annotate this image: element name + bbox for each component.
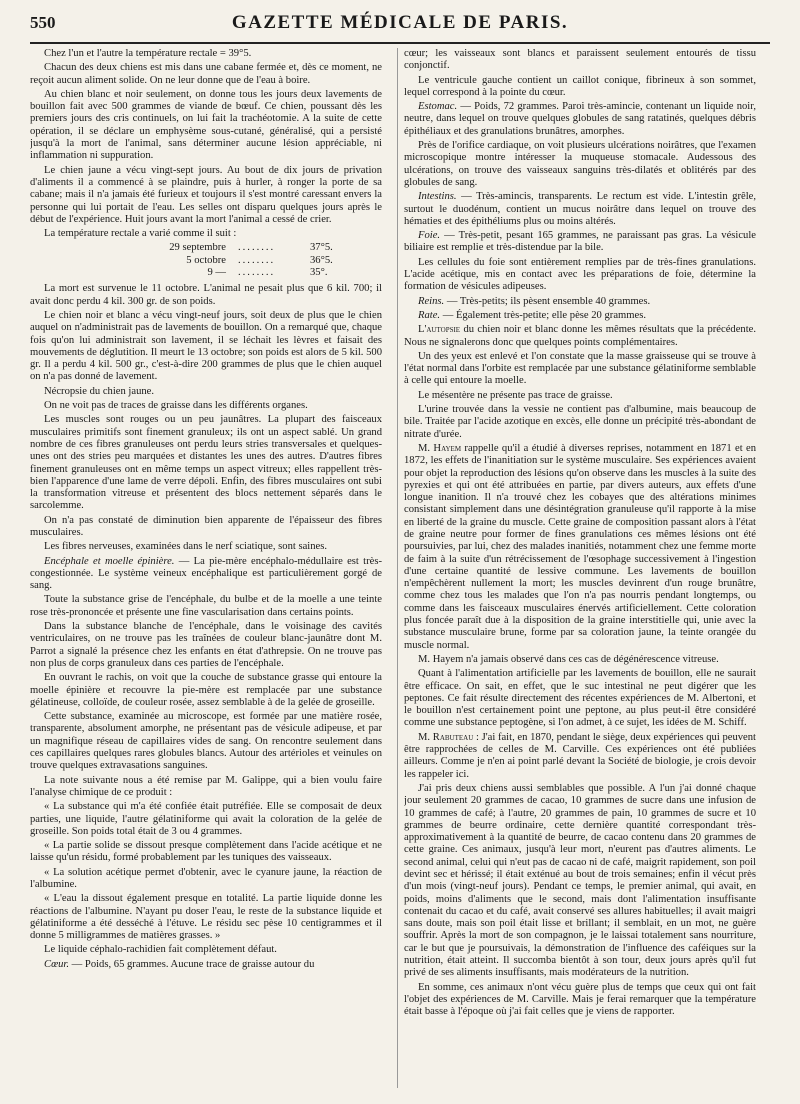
quote-paragraph: « La substance qui m'a été confiée était putréfiée. Elle se composait de deux parties, une liquide, l'autre gélatiniforme qui avait la coloration de la gelée de groseille. Son poids total était de 3 ou 4 grammes.: [30, 801, 382, 837]
paragraph-text: — Poids, 72 grammes. Paroi très-amincie, contenant un liquide noir, neutre, dans lequel on trouve quelques globules de sang ratatinés, quelques débris épithéliaux et des granulations brunâtres, amorphes.: [404, 101, 756, 137]
quote-paragraph: « La solution acétique permet d'obtenir, avec le cyanure jaune, la réaction de l'albumine.: [30, 866, 382, 890]
paragraph: Les fibres nerveuses, examinées dans le nerf sciatique, sont saines.: [44, 541, 327, 553]
paragraph: [404, 324, 756, 349]
temperature-table: [100, 242, 339, 279]
journal-title: GAZETTE MÉDICALE DE PARIS.: [231, 12, 569, 33]
section-heading: Reins.: [418, 295, 445, 307]
paragraph-text: — Très-petit, pesant 165 grammes, ne paraissant pas gras. La vésicule biliaire est remplie et très-distendue par la bile.: [404, 230, 756, 254]
paragraph: [404, 191, 756, 228]
paragraph: Les cellules du foie sont entièrement remplies par de très-fines granulations. L'acide acétique, mis en contact avec les préparations de foie, détermine la formation de vésicules adipeuses.: [404, 256, 756, 293]
paragraph: Quant à l'alimentation artificielle par les lavements de bouillon, elle ne saurait être efficace. On sait, en effet, que le suc intestinal ne peut digérer que les peptones. Ce fait résulte directement des récentes expériences de M. Albertoni, et le bouillon n'est certainement point une peptone, au plus peut-il être considéré comme une substance peptogène, si l'on admet, à ce sujet, les idées de M. Schiff.: [404, 668, 756, 729]
paragraph: [404, 443, 756, 652]
page-header: [30, 8, 770, 38]
paragraph: Le mésentère ne présente pas trace de graisse.: [418, 389, 613, 401]
paragraph: Cette substance, examinée au microscope, est formée par une matière rosée, transparente, absolument amorphe, ne présentant pas de vésicule adipeuse, et par un magnifique réseau de capillaires vides de sang. On rencontre seulement dans ces capillaires quelques rares globules blancs. Autour des artérioles et veinules on trouve quelques extravasations sanguines.: [30, 711, 382, 772]
paragraph: Les muscles sont rouges ou un peu jaunâtres. La plupart des faisceaux musculaires primitifs sont finement granuleux; ils ont un aspect sablé. Un grand nombre de ces fibres granuleuses ont perdu leurs stries transversales et quelques-unes ont des stries peu marquées et distantes les unes des autres. D'autres fibres finement granuleuses ont en même temps un aspect vitreux; elles rappellent très-bien l'apparence d'une lame de verre dépoli. Enfin, des fibres musculaires ont subi la transformation vitreuse et présentent des blocs nettement séparés dans le sarcolemme.: [30, 414, 382, 512]
table-row: 9 — ........ 35°.: [100, 267, 339, 279]
temp-value: 37°5.: [310, 242, 333, 254]
section-heading: Cœur.: [44, 958, 70, 970]
paragraph: Le chien noir et blanc a vécu vingt-neuf jours, soit deux de plus que le chien auquel on n'administrait pas de lavements de bouillon. On a remarqué que, chaque fois qu'on lui administrait son lavement, il se léchait les lèvres et faisait des mouvements de déglutition. Il meurt le 13 octobre; son poids est alors de 5 kil. 500 gr. Il a perdu 4 kil. 500 gr., c'est-à-dire 200 grammes de plus que le chien auquel on n'a pas donné de lavement.: [30, 309, 382, 383]
paragraph: Chez l'un et l'autre la température rectale = 39°5.: [44, 48, 252, 59]
paragraph: Chacun des deux chiens est mis dans une cabane fermée et, dès ce moment, ne reçoit aucun aliment solide. On ne leur donne que de l'eau à boire.: [30, 62, 382, 86]
temp-date: 5 octobre: [186, 254, 226, 266]
paragraph-text: — Très-petits; ils pèsent ensemble 40 grammes.: [444, 295, 651, 307]
column-divider: [397, 48, 398, 1088]
paragraph: La note suivante nous a été remise par M. Galippe, qui a bien voulu faire l'analyse chimique de ce produit :: [30, 774, 382, 798]
right-column: [404, 48, 756, 1088]
paragraph: [404, 310, 756, 322]
header-rule: [30, 42, 770, 44]
paragraph: Au chien blanc et noir seulement, on donne tous les jours deux lavements de bouillon fait avec 500 grammes de viande de bœuf. Ce chien, poussant dès les premiers jours des cris continuels, on lui fait la trachéotomie. A la suite de cette opération, il se déclare un emphysème sous-cutané, généralisé, qui a persisté jusqu'à la mort de l'animal, sans déterminer aucune lésion appréciable, ni inflammation ni suppuration.: [30, 88, 382, 162]
quote-paragraph: « La partie solide se dissout presque complètement dans l'acide acétique et ne laisse qu'un résidu, formé probablement par les tuniques des vaisseaux.: [30, 840, 382, 864]
section-heading: Encéphale et moelle épinière.: [44, 555, 175, 567]
temp-date: 29 septembre: [169, 242, 226, 254]
paragraph: Le ventricule gauche contient un caillot conique, fibrineux à son sommet, lequel correspond à la pointe du cœur.: [404, 74, 756, 98]
paragraph: J'ai pris deux chiens aussi semblables que possible. A l'un j'ai donné chaque jour seulement 20 grammes de cacao, 10 grammes de sucre dans une infusion de 10 grammes de café; à l'autre, 20 grammes de pain, 10 grammes de sucre et 10 grammes de beurre ordinaire, cette dernière quantité correspondant très-approximativement à la quantité de beurre, de cacao contenu dans 20 grammes de cette graine. Ces animaux, jusqu'à leur mort, n'eurent pas d'autres aliments. Le second animal, celui qui n'eut pas de cacao ni de café, maigrit rapidement, son poil devint sec et hérissé; il était exténué au bout de trois semaines; enfin il vécut près d'un mois (vingt-neuf jours). Pendant ce temps, le premier animal, qui avait, en poids, moins d'aliments que le second, mais dont l'alimentation insuffisante contenait du cacao et du café, avait conservé ses allures habituelles; il avait maigri sans doute, mais son poil était lisse et brillant; il semblait, en un mot, ne guère souffrir. Après la mort de son compagnon, je le laissai totalement sans nourriture, car le but que je poursuivais, la démonstration de l'influence des caféiques sur la nutrition, était atteint. Il succomba bientôt à son tour, deux jours après qu'il fut privé de ses aliments insuffisants, mais modérateurs de la nutrition.: [404, 782, 756, 979]
paragraph: M. Hayem n'a jamais observé dans ces cas de dégénérescence vitreuse.: [418, 653, 719, 665]
table-row: 5 octobre ........ 36°5.: [100, 255, 339, 267]
page-number: 550: [30, 13, 56, 32]
paragraph: cœur; les vaisseaux sont blancs et paraissent seulement entourés de tissu conjonctif.: [404, 48, 756, 72]
paragraph: [404, 101, 756, 138]
paragraph-text: — Très-amincis, transparents. Le rectum est vide. L'intestin grêle, surtout le duodénum, contient un mucus noirâtre dans lequel on trouve des hématies et des épithéliums plus ou moins altérés.: [404, 191, 756, 227]
paragraph: Le liquide céphalo-rachidien fait complètement défaut.: [44, 944, 277, 956]
speaker-name: M. Hayem: [418, 442, 462, 454]
temp-value: 36°5.: [310, 254, 333, 266]
paragraph: La température rectale a varié comme il suit :: [44, 228, 237, 240]
quote-paragraph: « L'eau la dissout également presque en totalité. La partie liquide donne les réactions de l'albumine. N'ayant pu doser l'eau, le reste de la substance liquide et gélatiniforme a été desséché à l'étuve. Le résidu sec pèse 10 centigrammes et il donne 5 milligrammes de matières grasses. »: [30, 893, 382, 942]
paragraph: L'urine trouvée dans la vessie ne contient pas d'albumine, mais beaucoup de bile. Traitée par l'acide azotique en excès, elle donne un précipité très-abondant de nitrate d'urée.: [404, 404, 756, 440]
paragraph: Nécropsie du chien jaune.: [44, 385, 155, 397]
section-heading: L'autopsie: [418, 324, 461, 336]
paragraph: Près de l'orifice cardiaque, on voit plusieurs ulcérations noirâtres, que l'examen microscopique montre intéresser la muqueuse stomacale. Audessous des ulcérations, on trouve des vaisseaux sanguins très-dilatés et oblitérés par des globules de sang.: [404, 140, 756, 188]
section-heading: Intestins.: [418, 191, 457, 203]
paragraph-text: du chien noir et blanc donne les mêmes résultats que la précédente. Nous ne signalerons donc que quelques points complémentaires.: [404, 324, 756, 348]
section-heading: Rate.: [418, 309, 441, 321]
paragraph: [404, 732, 756, 781]
paragraph: [404, 230, 756, 255]
paragraph: Le chien jaune a vécu vingt-sept jours. Au bout de dix jours de privation d'aliments il a commencé à se plaindre, puis à hurler, à ronger la porte de sa cabane; mais il n'a jamais été furieux et toujours il s'est montré caressant envers la personne qui lui portait de l'eau. Les selles ont disparu quelques jours après le début de l'expérience. Huit jours avant la mort l'animal a cessé de crier.: [30, 164, 382, 225]
paragraph: [404, 296, 756, 308]
paragraph: En somme, ces animaux n'ont vécu guère plus de temps que ceux qui ont fait l'objet des expériences de M. Carville. Mais je ferai remarquer que la température était basse à l'époque où j'ai fait celles que je viens de rapporter.: [404, 981, 756, 1018]
paragraph: [30, 556, 382, 593]
paragraph: En ouvrant le rachis, on voit que la couche de substance grasse qui entoure la moelle épinière et recouvre la pie-mère est remplacée par une substance gélatineuse, colloïde, de couleur rosée, assez semblable à de la gelée de groseille.: [30, 672, 382, 708]
paragraph-text: — Également très-petite; elle pèse 20 grammes.: [440, 309, 646, 321]
paragraph: On ne voit pas de traces de graisse dans les différents organes.: [44, 400, 308, 412]
paragraph: On n'a pas constaté de diminution bien apparente de l'épaisseur des fibres musculaires.: [30, 514, 382, 538]
section-heading: Estomac.: [418, 101, 458, 113]
paragraph: Toute la substance grise de l'encéphale, du bulbe et de la moelle a une teinte rose très-prononcée et présente une fine vascularisation dans certains points.: [30, 594, 382, 618]
paragraph: Dans la substance blanche de l'encéphale, dans le voisinage des cavités ventriculaires, on ne trouve pas les traînées de couleur blanc-jaunâtre dont M. Parrot a signalé la présence chez les enfants en état d'athrepsie. On ne trouve pas non plus de corps granuleux dans ces parties de l'encéphale.: [30, 621, 382, 669]
section-heading: Foie.: [418, 230, 441, 242]
paragraph-text: : J'ai fait, en 1870, pendant le siège, deux expériences qui peuvent être rapprochées de celles de M. Carville. Ces expériences ont été publiées ailleurs. Comme je n'en ai point parlé devant la Société de biologie, je crois devoir les rappeler ici.: [404, 731, 756, 780]
paragraph: [30, 959, 382, 971]
left-column: [30, 48, 382, 1088]
paragraph-text: — La pie-mère encéphalo-médullaire est très-congestionnée. Le système veineux encéphalique est particulièrement gorgé de sang.: [30, 555, 382, 592]
paragraph-text: rappelle qu'il a étudié à diverses reprises, notamment en 1871 et en 1872, les effets de l'inanitiation sur le système musculaire. Ses expériences avaient pour objet la reproduction des lésions qu'on observe dans les muscles à la suite des pyrexies et qui ont été attribuées en partie, par divers auteurs, aux effets d'une longue inanition. Il n'a trouvé chez les cobayes que des altérations minimes consistant simplement dans une désintégration granuleuse qu'il rapporte à la mise en liberté de la graine du muscle. Cette graine de composition passant alors à l'état de graine neutre pour former de fines granulations ces mêmes lésions ont été poursuivies, par lui, chez des malades inanitiés, notamment chez une femme morte de faim à la suite d'un rétrécissement de l'œsophage successivement à l'ingestion d'une certaine quantité de lessive commune. Les lavements de bouillon n'empêchèrent nullement la mort; les muscles devinrent d'un rouge brunâtre, comme chez tous les malades que l'on n'a pas nourris pendant longtemps, ou comme dans les faisceaux musculaires énervés artificiellement. Cette coloration plus foncée paraît due à la disposition de la graine interstitielle qui, unie avec la substance musculaire brune, forme par sa coloration jaune, la teinte orangée du muscle normal.: [404, 442, 756, 651]
table-row: 29 septembre ........ 37°5.: [100, 242, 339, 254]
paragraph: La mort est survenue le 11 octobre. L'animal ne pesait plus que 6 kil. 700; il avait donc perdu 4 kil. 300 gr. de son poids.: [30, 283, 382, 307]
paragraph: Un des yeux est enlevé et l'on constate que la masse graisseuse qui se trouve à l'état normal dans l'orbite est remplacée par une substance gélatiniforme semblable à celle qui entoure la moelle.: [404, 350, 756, 387]
temp-date: 9 —: [207, 267, 226, 279]
paragraph-text: — Poids, 65 grammes. Aucune trace de graisse autour du: [69, 958, 315, 970]
speaker-name: M. Rabuteau: [418, 731, 474, 743]
temp-value: 35°.: [310, 267, 328, 279]
